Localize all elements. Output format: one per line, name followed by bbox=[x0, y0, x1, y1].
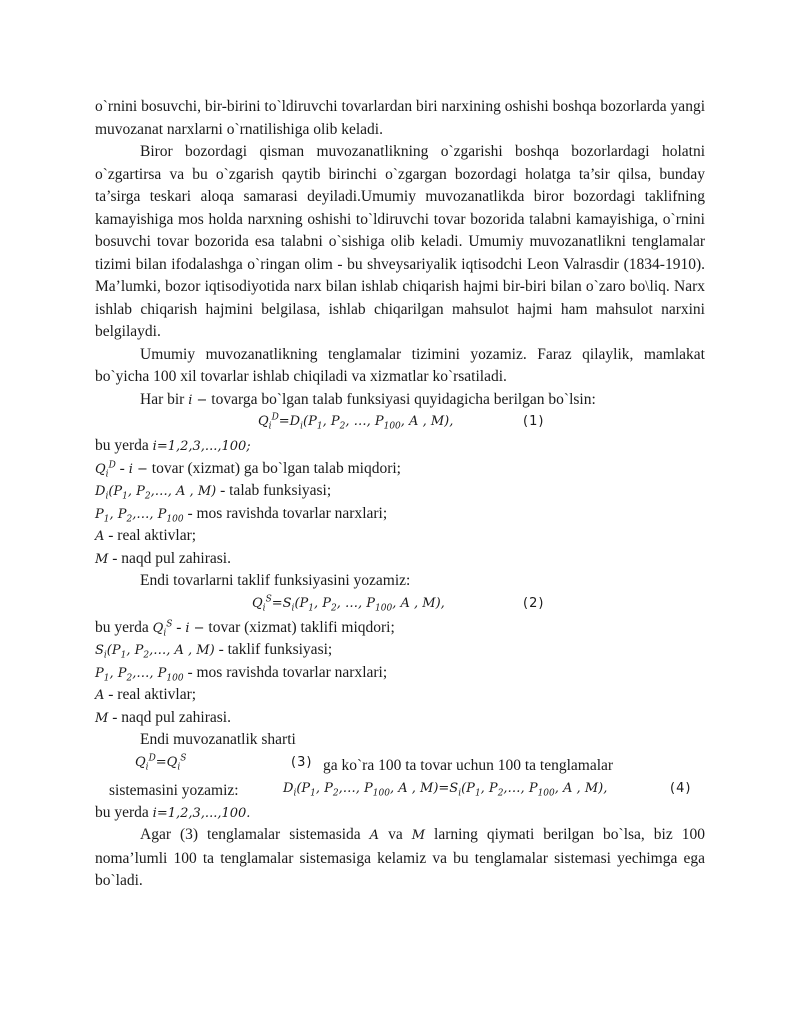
def-prices-1: $P_1$, $P_2,\dots$, $P_{100}$ - mos ravishda tovarlar narxlari; bbox=[95, 504, 388, 525]
def-demand-quantity: $Q_i^D$ - i − tovar (xizmat) ga bo`lgan talab miqdori; bbox=[95, 459, 401, 480]
paragraph-1: o`rnini bosuvchi, bir-birini to`ldiruvchi tovarlardan biri narxining oshishi boshqa bozorlarda yangi muvozanat narxlarni o`rnatilishiga olib keladi. bbox=[95, 98, 705, 138]
def-real-assets-2: A - real aktivlar; bbox=[95, 686, 197, 703]
paragraph-2: Biror bozordagi qisman muvozanatlikning o`zgarishi boshqa bozorlardagi holatni o`zgartirsa va bu o`zgarish qaytib birinchi o`zgargan bozordagi holatga ta’sir qilsa, bunday ta’sirga teskari aloqa samarasi deyiladi.Umumiy muvozanatlikda biror bozordagi taklifning kamayishiga mos holda narxning oshishi to`ldiruvchi tovar bozorida talabni kamayishiga, o`rnini bosuvchi tovar bozorida esa talabni o`sishiga olib keladi. Umumiy muvozanatlikni tenglamalar tizimi bilan ifodalashga o`ringan olim - bu shveysariyalik iqtisodchi Leon Valrasdir (1834-1910). Ma’lumki, bozor iqtisodiyotida narx bilan ishlab chiqarish hajmi bir-biri bilan o`zaro bo\liq. Narx ishlab chiqarish hajmini belgilasa, ishlab chiqarilgan mahsulot hajmi ham mahsulot narxini belgilaydi. bbox=[95, 143, 705, 340]
def-demand-function: $D_i(P_1$, $P_2,\dots$, A , M) - talab funksiyasi; bbox=[95, 482, 332, 502]
document-page bbox=[95, 96, 705, 893]
equation-2-number: (2) bbox=[523, 595, 545, 611]
equation-4 bbox=[95, 778, 705, 802]
where-line-2: bu yerda $Q_i^S$ - i − tovar (xizmat) taklifi miqdori; bbox=[95, 618, 395, 639]
def-money-2: M - naqd pul zahirasi. bbox=[95, 708, 231, 726]
def-prices-2: $P_1$, $P_2,\dots$, $P_{100}$ - mos ravishda tovarlar narxlari; bbox=[95, 663, 388, 684]
system-intro-text: sistemasini yozamiz: bbox=[109, 781, 239, 799]
supply-function-formula: $Q_i^S=S_i(P_1$, $P_2$, …, $P_{100}$, A , M), bbox=[252, 594, 445, 614]
system-equation-formula: $D_i(P_1$, $P_2,\dots$, $P_{100}$, A , $M)=S_i(P_1$, $P_2,\dots$, $P_{100}$, A , M), bbox=[283, 780, 608, 799]
equation-3-number: (3) bbox=[291, 754, 313, 770]
equilibrium-condition-formula: $Q_i^D=Q_i^S$ bbox=[135, 753, 187, 773]
equation-3-text: ga ko`ra 100 ta tovar uchun 100 ta tenglamalar bbox=[323, 756, 614, 774]
def-real-assets-1: A - real aktivlar; bbox=[95, 527, 197, 544]
paragraph-3: Umumiy muvozanatlikning tenglamalar tizimini yozamiz. Faraz qilaylik, mamlakat bo`yicha 100 xil tovarlar ishlab chiqiladi va xizmatlar ko`rsatiladi. bbox=[95, 345, 705, 385]
supply-intro-line: Endi tovarlarni taklif funksiyasini yozamiz: bbox=[140, 572, 411, 589]
where-line-3: bu yerda i=1,2,3,...,100. bbox=[95, 803, 251, 821]
equation-4-number: (4) bbox=[670, 780, 692, 796]
equation-1 bbox=[95, 411, 705, 435]
def-money-1: M - naqd pul zahirasi. bbox=[95, 549, 231, 567]
demand-function-formula: $Q_i^D=D_i(P_1$, $P_2$, …, $P_{100}$, A , M), bbox=[258, 412, 454, 432]
equilibrium-intro-line: Endi muvozanatlik sharti bbox=[140, 731, 296, 748]
demand-intro-line: Har bir i − tovarga bo`lgan talab funksiyasi quyidagicha berilgan bo`lsin: bbox=[140, 390, 596, 408]
equation-2 bbox=[95, 593, 705, 617]
paragraph-last: Agar (3) tenglamalar sistemasida A va M larning qiymati berilgan bo`lsa, biz 100 noma’lumli 100 ta tenglamalar sistemasiga kelamiz va bu tenglamalar sistemasi yechimga ega bo`ladi. bbox=[95, 826, 705, 889]
equation-1-number: (1) bbox=[523, 414, 545, 429]
where-line-1: bu yerda i=1,2,3,...,100; bbox=[95, 437, 251, 454]
equation-3 bbox=[95, 752, 705, 778]
def-supply-function: $S_i(P_1$, $P_2,\dots$, A , M) - taklif funksiyasi; bbox=[95, 641, 333, 661]
